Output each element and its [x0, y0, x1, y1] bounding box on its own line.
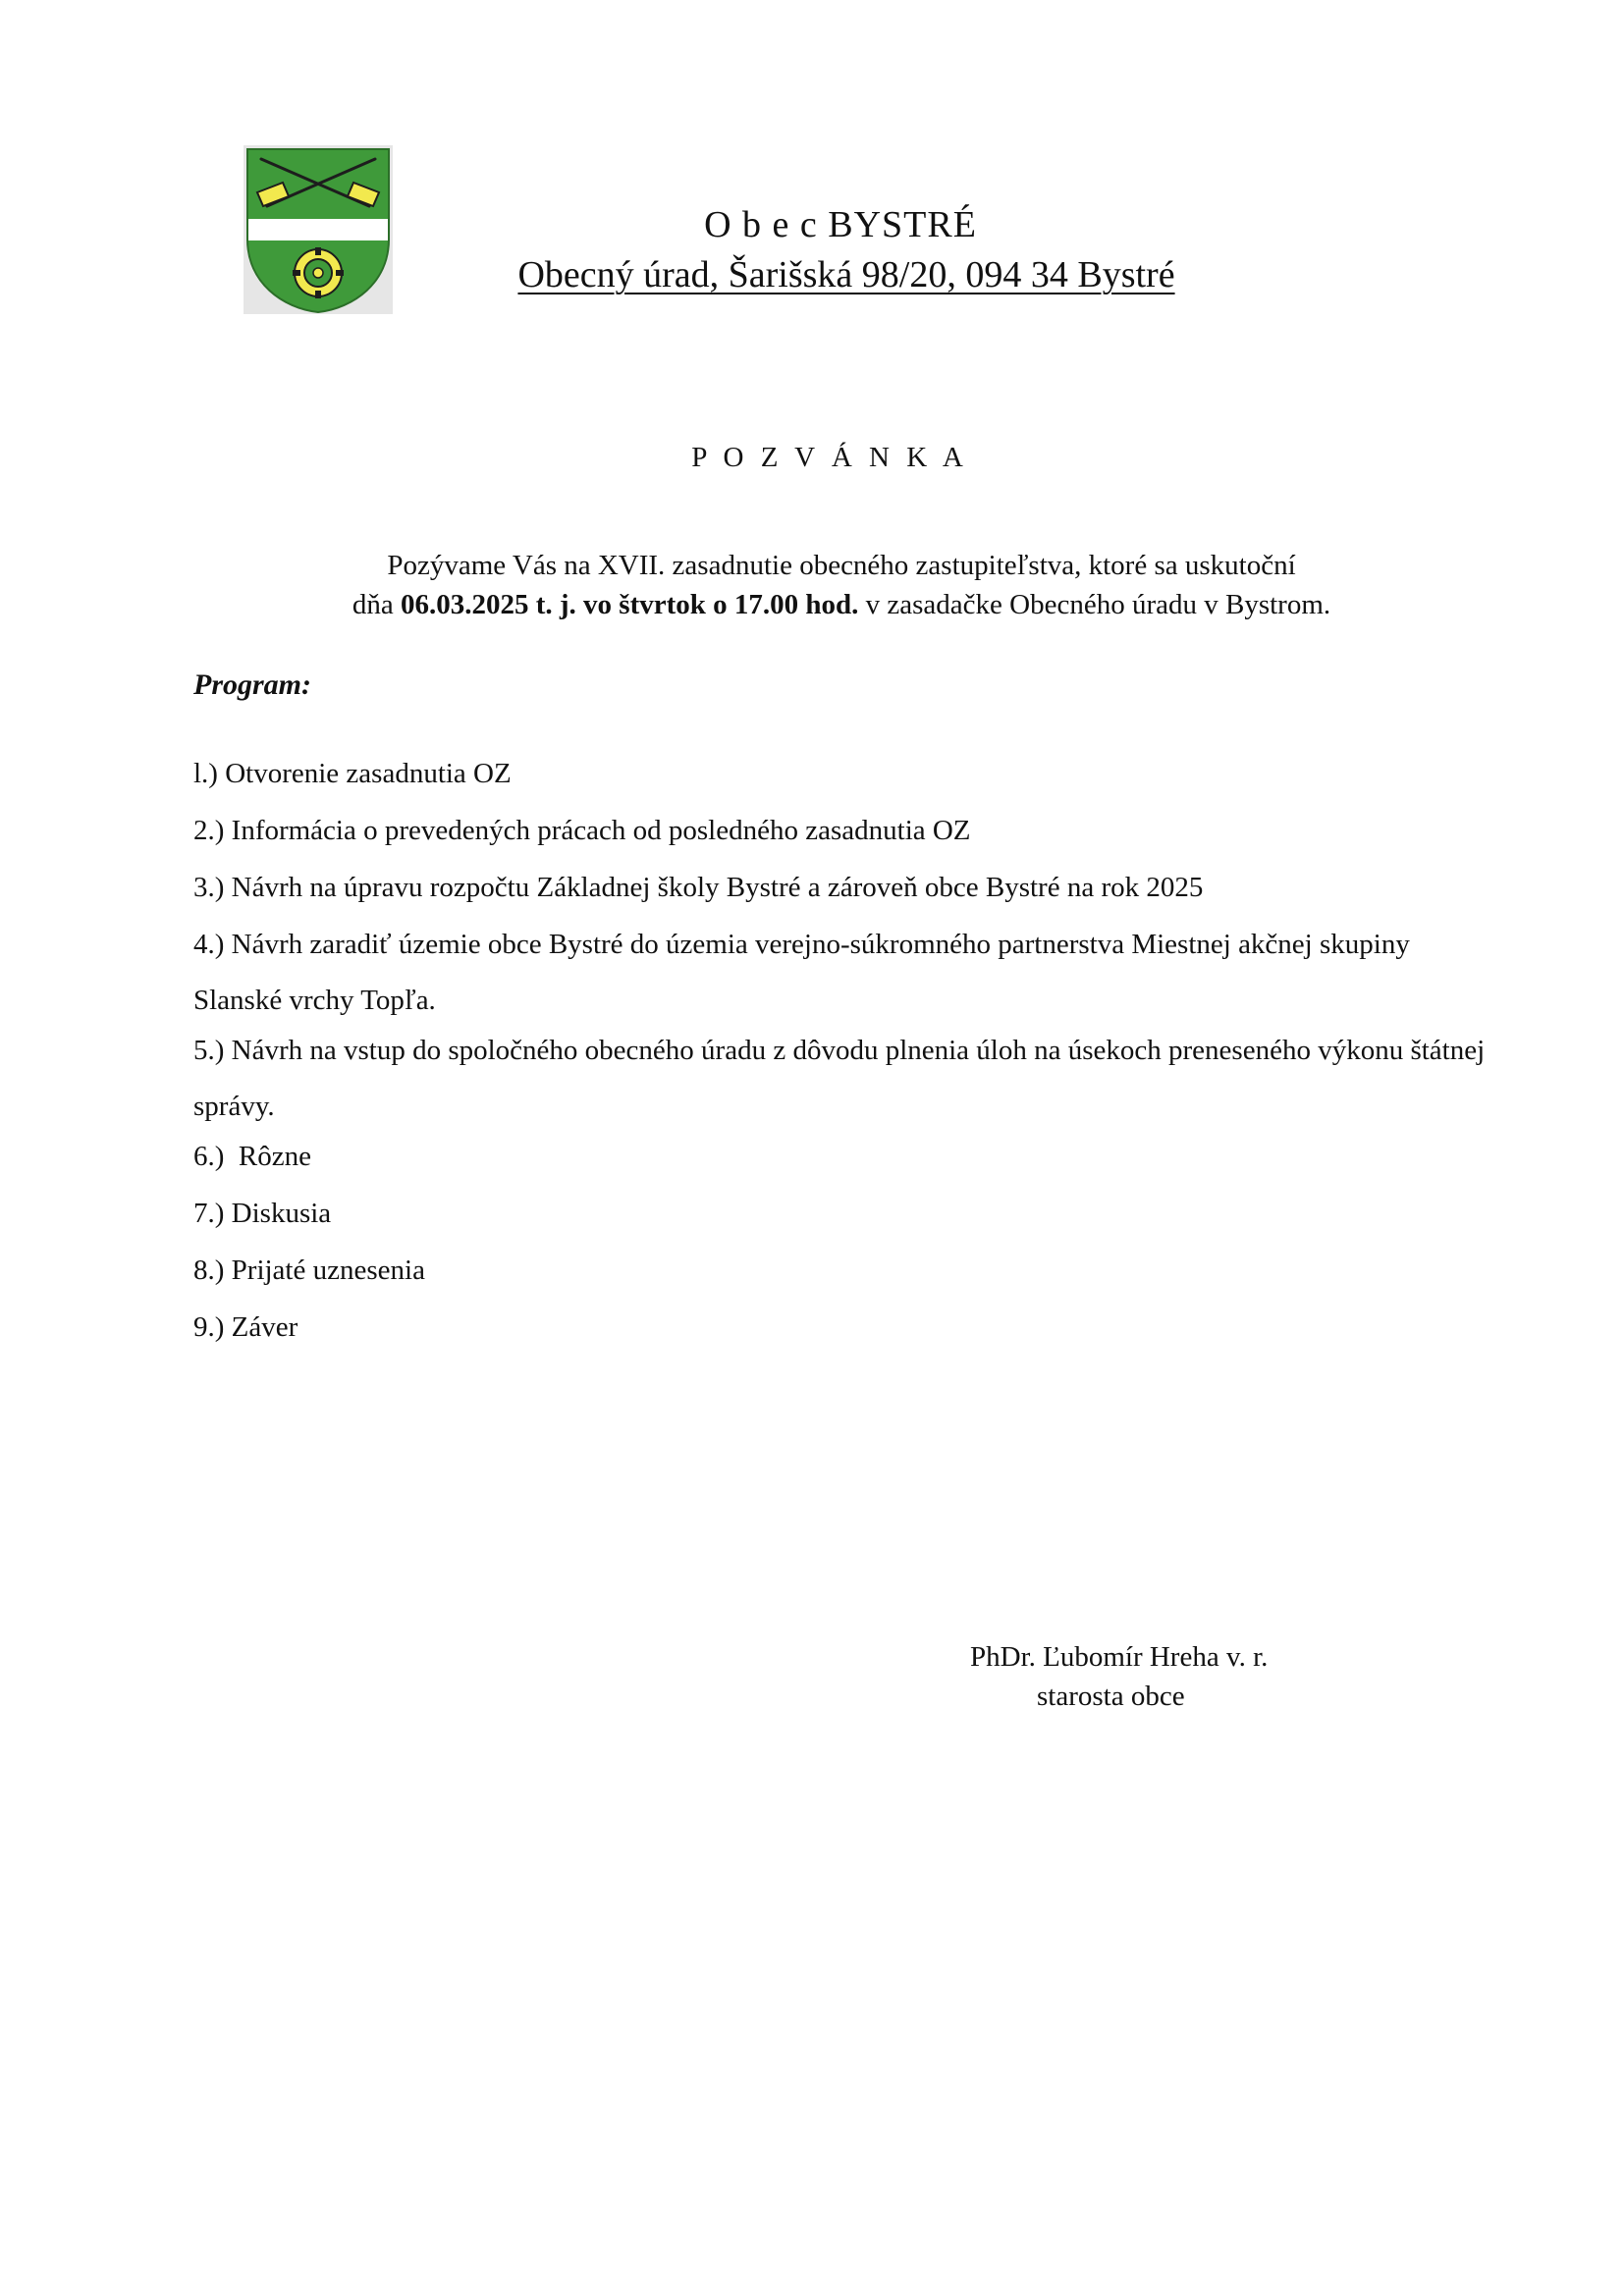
intro-line-2-prefix: dňa: [352, 589, 401, 620]
municipality-address: [0, 250, 1624, 299]
intro-line-2: [59, 585, 1624, 624]
signature-block: [970, 1637, 1268, 1716]
agenda-item-9: 9.) Záver: [193, 1311, 298, 1343]
agenda-item-8: 8.) Prijaté uznesenia: [193, 1255, 425, 1286]
agenda-item-1: l.) Otvorenie zasadnutia OZ: [193, 758, 512, 789]
agenda-item-6: 6.) Rôzne: [193, 1141, 311, 1172]
intro-line-2-suffix: v zasadačke Obecného úradu v Bystrom.: [858, 589, 1331, 620]
invitation-intro: [0, 546, 1624, 624]
signatory-role: starosta obce: [1037, 1681, 1185, 1712]
document-title: P O Z V Á N K A: [691, 442, 968, 473]
intro-line-1: Pozývame Vás na XVII. zasadnutie obecného zastupiteľstva, ktoré sa uskutoční: [387, 550, 1296, 581]
agenda-item-3: 3.) Návrh na úpravu rozpočtu Základnej školy Bystré a zároveň obce Bystré na rok 2025: [193, 872, 1204, 903]
address-text: Obecný úrad, Šarišská 98/20, 094 34 Bystré: [517, 254, 1175, 295]
signatory-name: PhDr. Ľubomír Hreha v. r.: [970, 1641, 1269, 1673]
agenda-item-7: 7.) Diskusia: [193, 1198, 332, 1229]
meeting-date-time: 06.03.2025 t. j. vo štvrtok o 17.00 hod.: [400, 589, 859, 620]
municipality-title: O b e c BYSTRÉ: [704, 204, 977, 245]
agenda-item-5: 5.) Návrh na vstup do spoločného obecného úradu z dôvodu plnenia úloh na úsekoch preneseného výkonu štátnej správy.: [193, 1035, 1486, 1122]
agenda-item-2: 2.) Informácia o prevedených prácach od posledného zasadnutia OZ: [193, 815, 971, 846]
agenda-item-4: 4.) Návrh zaradiť územie obce Bystré do územia verejno-súkromného partnerstva Miestnej akčnej skupiny Slanské vrchy Topľa.: [193, 929, 1410, 1016]
agenda-list: [193, 754, 1499, 1364]
program-label: Program:: [193, 668, 311, 701]
